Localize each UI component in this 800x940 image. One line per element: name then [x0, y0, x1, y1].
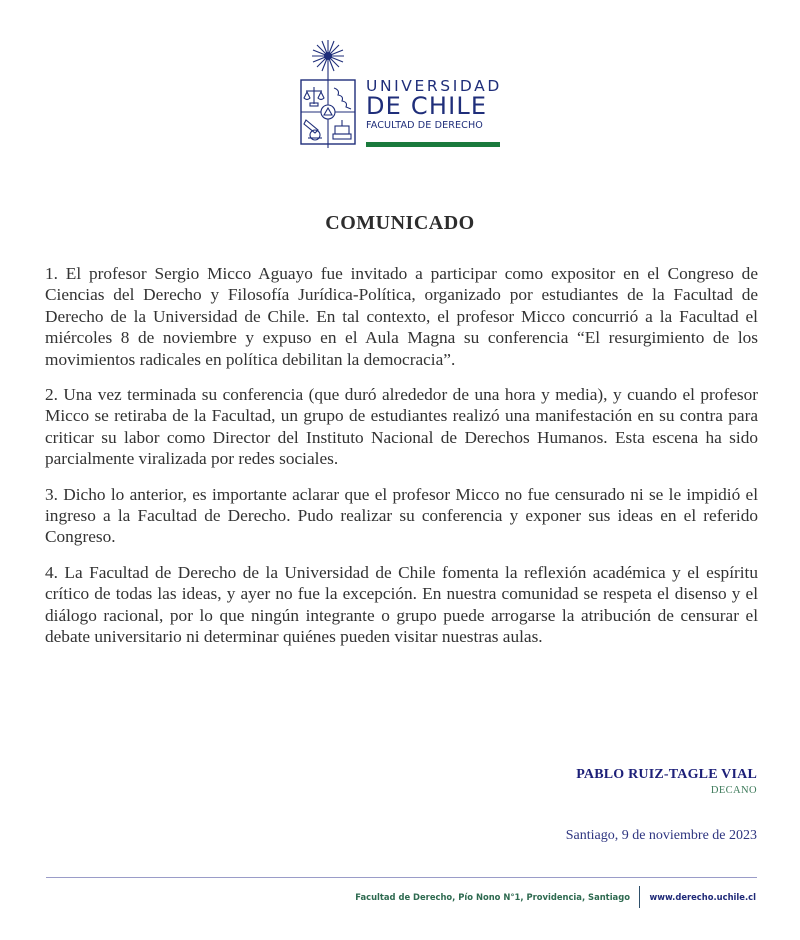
paragraph-3: 3. Dicho lo anterior, es importante aclarar que el profesor Micco no fue censurado ni se le impidió el ingreso a la Facultad de Derecho. Pudo realizar su conferencia y exponer sus ideas en el referido Congreso. [45, 484, 758, 547]
document-body [45, 263, 758, 648]
logo-line-faculty: FACULTAD DE DERECHO [366, 120, 483, 131]
paragraph-4: 4. La Facultad de Derecho de la Universidad de Chile fomenta la reflexión académica y el espíritu crítico de todas las ideas, y ayer no fue la excepción. En nuestra comunidad se respeta el disenso y el diálogo racional, por lo que ningún integrante o grupo puede arrogarse la atribución de censurar el debate universitario ni determinar quiénes pueden visitar nuestras aulas. [45, 562, 758, 647]
footer-address: Facultad de Derecho, Pío Nono N°1, Providencia, Santiago [355, 892, 630, 902]
document-date: Santiago, 9 de noviembre de 2023 [565, 828, 757, 843]
university-logo [298, 38, 508, 150]
signatory-role: DECANO [710, 785, 757, 796]
logo-line-university: UNIVERSIDAD [366, 77, 502, 95]
signature-block [576, 767, 757, 796]
paragraph-1: 1. El profesor Sergio Micco Aguayo fue invitado a participar como expositor en el Congreso de Ciencias del Derecho y Filosofía Jurídica-Política, organizado por estudiantes de la Facultad de Derecho de la Universidad de Chile. En tal contexto, el profesor Micco concurrió a la Facultad el miércoles 8 de noviembre y expuso en el Aula Magna su conferencia “El resurgimiento de los movimientos radicales en política debilitan la democracia”. [45, 264, 758, 369]
logo-wordmark [366, 78, 502, 132]
footer-website-link[interactable]: www.derecho.uchile.cl [649, 892, 756, 902]
footer [355, 886, 756, 908]
university-crest-icon [298, 38, 358, 150]
footer-divider [46, 877, 757, 878]
document-title: COMUNICADO [325, 212, 475, 234]
logo-line-de-chile: DE CHILE [366, 92, 488, 120]
logo-accent-bar [366, 142, 500, 147]
signatory-name: PABLO RUIZ-TAGLE VIAL [576, 767, 757, 782]
footer-separator [639, 886, 641, 908]
paragraph-2: 2. Una vez terminada su conferencia (que duró alrededor de una hora y media), y cuando el profesor Micco se retiraba de la Facultad, un grupo de estudiantes realizó una manifestación en su contra para criticar su labor como Director del Instituto Nacional de Derechos Humanos. Esta escena ha sido parcialmente viralizada por redes sociales. [45, 385, 758, 469]
